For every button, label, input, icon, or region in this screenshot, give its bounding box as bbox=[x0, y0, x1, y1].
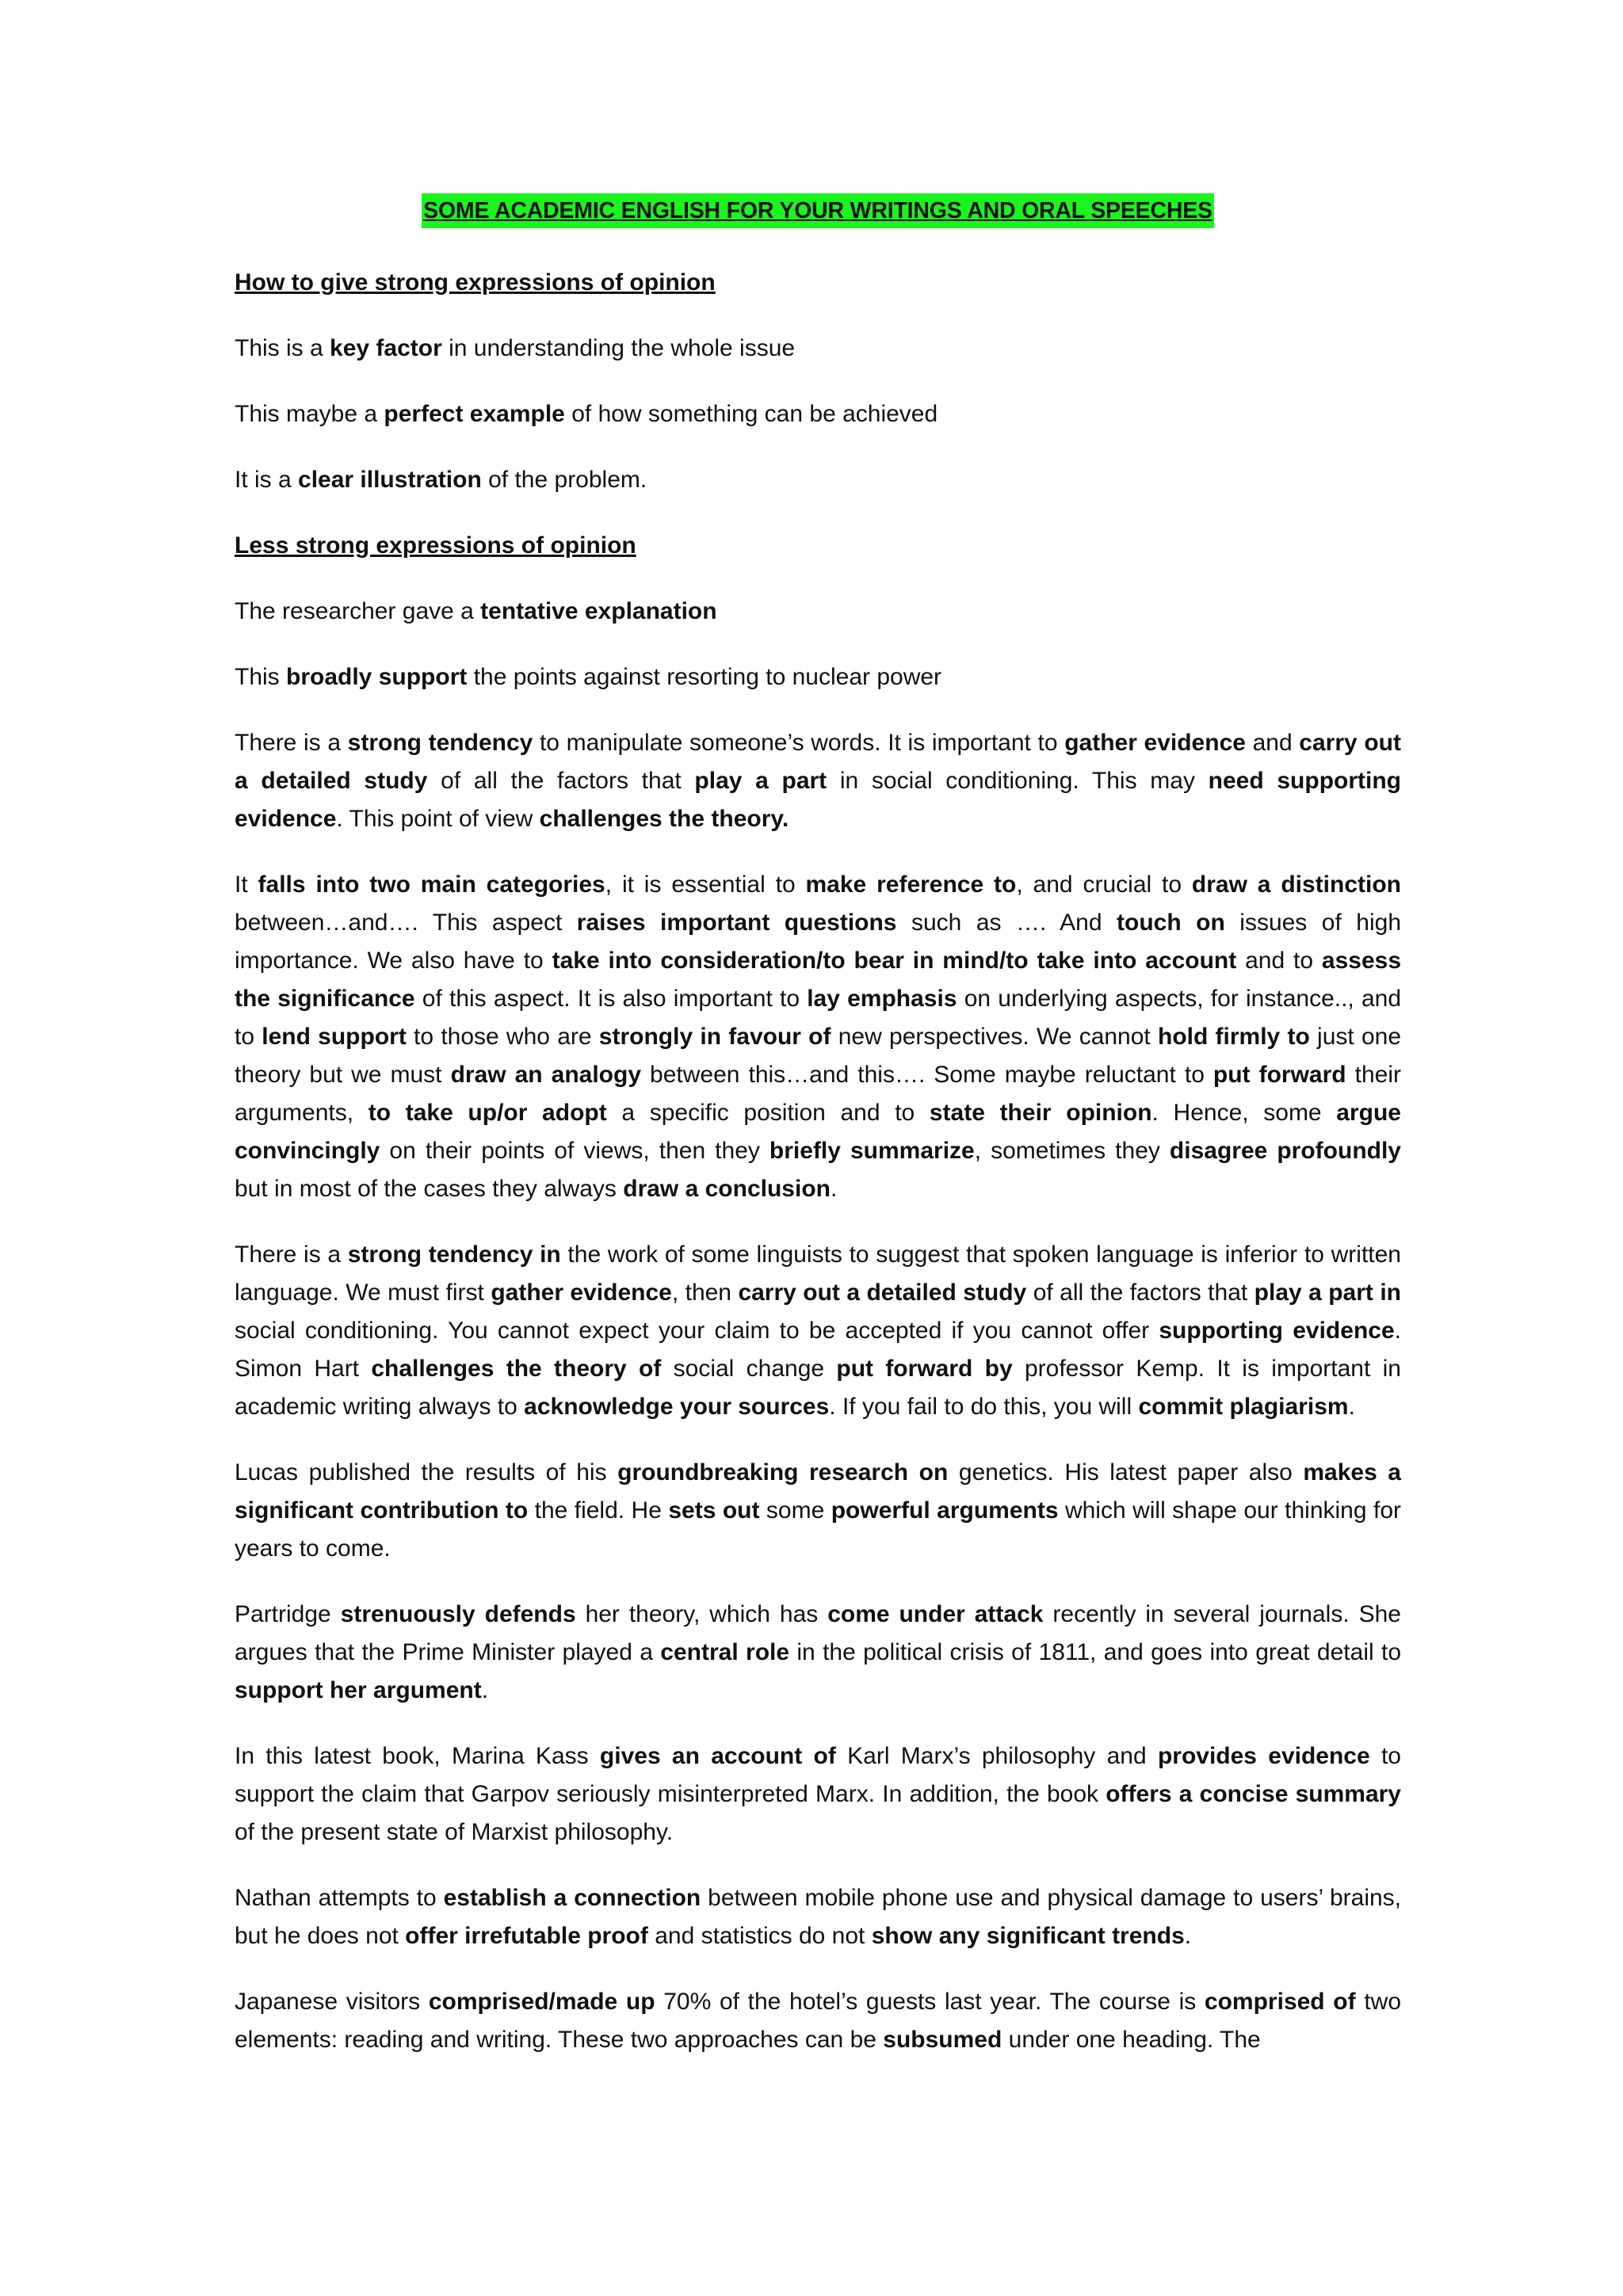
text-run: professor Kemp. It is important in academic writing always to bbox=[235, 1356, 1401, 1420]
key-phrase: assess the significance bbox=[235, 948, 1401, 1012]
text-run: . If you fail to do this, you will bbox=[829, 1394, 1139, 1420]
text-run: , then bbox=[671, 1280, 739, 1306]
key-phrase: key factor bbox=[330, 335, 442, 361]
body-paragraph bbox=[235, 1879, 1401, 1955]
key-phrase: draw a conclusion bbox=[623, 1176, 831, 1202]
key-phrase: raises important questions bbox=[576, 910, 897, 936]
key-phrase: perfect example bbox=[384, 401, 565, 427]
key-phrase: subsumed bbox=[883, 2027, 1002, 2053]
text-run: new perspectives. We cannot bbox=[831, 1024, 1158, 1050]
key-phrase: gives an account of bbox=[599, 1743, 836, 1769]
text-run: the field. He bbox=[528, 1497, 669, 1524]
body-paragraphs bbox=[235, 724, 1401, 2059]
key-phrase: carry out a detailed study bbox=[738, 1280, 1027, 1306]
text-run: just one theory but we must bbox=[235, 1024, 1402, 1088]
text-run: in the political crisis of 1811, and goes into great detail to bbox=[789, 1639, 1402, 1665]
body-paragraph bbox=[235, 724, 1401, 838]
text-run: 70% of the hotel’s guests last year. The course is bbox=[655, 1989, 1205, 2015]
key-phrase: comprised/made up bbox=[428, 1989, 655, 2015]
text-run: a specific position and to bbox=[606, 1100, 930, 1126]
key-phrase: lay emphasis bbox=[807, 986, 957, 1012]
text-run: Partridge bbox=[235, 1601, 341, 1627]
key-phrase: briefly summarize bbox=[769, 1138, 975, 1164]
key-phrase: challenges the theory of bbox=[371, 1356, 662, 1382]
key-phrase: strongly in favour of bbox=[598, 1024, 831, 1050]
key-phrase: provides evidence bbox=[1157, 1743, 1370, 1769]
key-phrase: play a part in bbox=[1254, 1280, 1401, 1306]
key-phrase: clear illustration bbox=[298, 467, 482, 493]
text-run: in social conditioning. This may bbox=[827, 768, 1209, 794]
key-phrase: make reference to bbox=[805, 871, 1017, 898]
key-phrase: draw an analogy bbox=[450, 1062, 642, 1088]
key-phrase: groundbreaking research on bbox=[617, 1459, 949, 1486]
text-run: of the problem. bbox=[481, 467, 647, 493]
text-run: This is a bbox=[235, 335, 330, 361]
key-phrase: lend support bbox=[262, 1024, 407, 1050]
key-phrase: disagree profoundly bbox=[1169, 1138, 1401, 1164]
key-phrase: makes a significant contribution to bbox=[235, 1459, 1401, 1524]
section-heading-less-strong-opinion: Less strong expressions of opinion bbox=[235, 532, 636, 559]
text-run: issues of high importance. We also have to bbox=[235, 910, 1402, 974]
text-run: It bbox=[235, 871, 258, 898]
title-container bbox=[235, 193, 1401, 231]
key-phrase: support her argument bbox=[235, 1677, 482, 1703]
key-phrase: gather evidence bbox=[1064, 730, 1246, 756]
text-run: Lucas published the results of his bbox=[235, 1459, 618, 1486]
section-heading-strong-opinion: How to give strong expressions of opinion bbox=[235, 269, 716, 296]
example-line bbox=[235, 658, 1401, 696]
text-run: social conditioning. You cannot expect your claim to be accepted if you cannot offer bbox=[235, 1318, 1159, 1344]
text-run: . Simon Hart bbox=[235, 1318, 1401, 1382]
section-less-strong-opinion-lines bbox=[235, 593, 1401, 696]
key-phrase: establish a connection bbox=[443, 1885, 701, 1911]
key-phrase: sets out bbox=[668, 1497, 760, 1524]
text-run: of how something can be achieved bbox=[564, 401, 938, 427]
text-run: There is a bbox=[235, 730, 348, 756]
text-run: , sometimes they bbox=[974, 1138, 1170, 1164]
text-run: , it is essential to bbox=[605, 871, 806, 898]
text-run: between this…and this…. Some maybe reluctant to bbox=[641, 1062, 1213, 1088]
body-paragraph bbox=[235, 1236, 1401, 1426]
section-strong-opinion-lines bbox=[235, 330, 1401, 499]
text-run: This bbox=[235, 664, 287, 690]
text-run: on their points of views, then they bbox=[380, 1138, 769, 1164]
text-run: to those who are bbox=[406, 1024, 599, 1050]
document-title: SOME ACADEMIC ENGLISH FOR YOUR WRITINGS AND ORAL SPEECHES bbox=[422, 193, 1214, 228]
text-run: on underlying aspects, for instance.., and to bbox=[235, 986, 1402, 1050]
key-phrase: supporting evidence bbox=[1159, 1318, 1395, 1344]
text-run: . bbox=[830, 1176, 838, 1202]
key-phrase: offer irrefutable proof bbox=[405, 1923, 648, 1949]
key-phrase: touch on bbox=[1117, 910, 1225, 936]
key-phrase: carry out a detailed study bbox=[235, 730, 1401, 794]
text-run: in understanding the whole issue bbox=[441, 335, 796, 361]
text-run: and bbox=[1245, 730, 1300, 756]
key-phrase: central role bbox=[660, 1639, 790, 1665]
text-run: between…and…. This aspect bbox=[235, 910, 577, 936]
key-phrase: to take up/or adopt bbox=[368, 1100, 607, 1126]
text-run: her theory, which has bbox=[575, 1601, 828, 1627]
text-run: such as …. And bbox=[896, 910, 1117, 936]
key-phrase: offers a concise summary bbox=[1106, 1781, 1401, 1807]
body-paragraph bbox=[235, 866, 1401, 1208]
text-run: , and crucial to bbox=[1016, 871, 1192, 898]
text-run: . bbox=[1184, 1923, 1192, 1949]
text-run: Karl Marx’s philosophy and bbox=[835, 1743, 1158, 1769]
key-phrase: falls into two main categories bbox=[258, 871, 605, 898]
text-run: two elements: reading and writing. These two approaches can be bbox=[235, 1989, 1402, 2053]
key-phrase: strong tendency in bbox=[347, 1241, 561, 1268]
document-body bbox=[235, 193, 1401, 2087]
key-phrase: put forward by bbox=[836, 1356, 1013, 1382]
text-run: some bbox=[759, 1497, 831, 1524]
key-phrase: gather evidence bbox=[491, 1280, 672, 1306]
text-run: but in most of the cases they always bbox=[235, 1176, 624, 1202]
text-run: . Hence, some bbox=[1151, 1100, 1337, 1126]
text-run: and to bbox=[1236, 948, 1322, 974]
body-paragraph bbox=[235, 1454, 1401, 1568]
body-paragraph bbox=[235, 1737, 1401, 1852]
text-run: their arguments, bbox=[235, 1062, 1401, 1126]
example-line bbox=[235, 461, 1401, 499]
text-run: to support the claim that Garpov seriously misinterpreted Marx. In addition, the book bbox=[235, 1743, 1401, 1807]
text-run: There is a bbox=[235, 1241, 348, 1268]
text-run: It is a bbox=[235, 467, 299, 493]
text-run: under one heading. The bbox=[1002, 2027, 1261, 2053]
example-line bbox=[235, 330, 1401, 368]
key-phrase: hold firmly to bbox=[1158, 1024, 1310, 1050]
text-run: In this latest book, Marina Kass bbox=[235, 1743, 600, 1769]
key-phrase: play a part bbox=[694, 768, 827, 794]
text-run: of all the factors that bbox=[1026, 1280, 1254, 1306]
text-run: genetics. His latest paper also bbox=[948, 1459, 1304, 1486]
text-run: recently in several journals. She argues that the Prime Minister played a bbox=[235, 1601, 1401, 1665]
text-run: of this aspect. It is also important to bbox=[414, 986, 808, 1012]
key-phrase: strong tendency bbox=[347, 730, 533, 756]
text-run: The researcher gave a bbox=[235, 598, 481, 624]
key-phrase: argue convincingly bbox=[235, 1100, 1401, 1164]
key-phrase: tentative explanation bbox=[480, 598, 717, 624]
text-run: . bbox=[1348, 1394, 1355, 1420]
text-run: of the present state of Marxist philosophy. bbox=[235, 1819, 674, 1845]
key-phrase: commit plagiarism bbox=[1138, 1394, 1349, 1420]
body-paragraph bbox=[235, 1596, 1401, 1710]
key-phrase: show any significant trends bbox=[871, 1923, 1185, 1949]
text-run: between mobile phone use and physical damage to users’ brains, but he does not bbox=[235, 1885, 1401, 1949]
key-phrase: challenges the theory. bbox=[539, 806, 789, 832]
key-phrase: strenuously defends bbox=[340, 1601, 576, 1627]
key-phrase: need supporting evidence bbox=[235, 768, 1402, 832]
key-phrase: come under attack bbox=[827, 1601, 1044, 1627]
text-run: the points against resorting to nuclear power bbox=[467, 664, 942, 690]
key-phrase: acknowledge your sources bbox=[524, 1394, 830, 1420]
key-phrase: take into consideration/to bear in mind/to take into account bbox=[552, 948, 1237, 974]
text-run: Japanese visitors bbox=[235, 1989, 429, 2015]
text-run: Nathan attempts to bbox=[235, 1885, 444, 1911]
text-run: to manipulate someone’s words. It is important to bbox=[533, 730, 1065, 756]
text-run: . This point of view bbox=[336, 806, 540, 832]
text-run: . bbox=[481, 1677, 489, 1703]
example-line bbox=[235, 395, 1401, 433]
example-line bbox=[235, 593, 1401, 631]
text-run: the work of some linguists to suggest that spoken language is inferior to written language. We must first bbox=[235, 1241, 1401, 1306]
text-run: which will shape our thinking for years to come. bbox=[235, 1497, 1401, 1562]
key-phrase: put forward bbox=[1212, 1062, 1346, 1088]
key-phrase: state their opinion bbox=[929, 1100, 1152, 1126]
text-run: This maybe a bbox=[235, 401, 384, 427]
key-phrase: powerful arguments bbox=[831, 1497, 1059, 1524]
key-phrase: draw a distinction bbox=[1191, 871, 1402, 898]
text-run: social change bbox=[661, 1356, 837, 1382]
text-run: of all the factors that bbox=[427, 768, 695, 794]
key-phrase: comprised of bbox=[1204, 1989, 1356, 2015]
key-phrase: broadly support bbox=[286, 664, 468, 690]
text-run: and statistics do not bbox=[647, 1923, 872, 1949]
body-paragraph bbox=[235, 1983, 1401, 2059]
